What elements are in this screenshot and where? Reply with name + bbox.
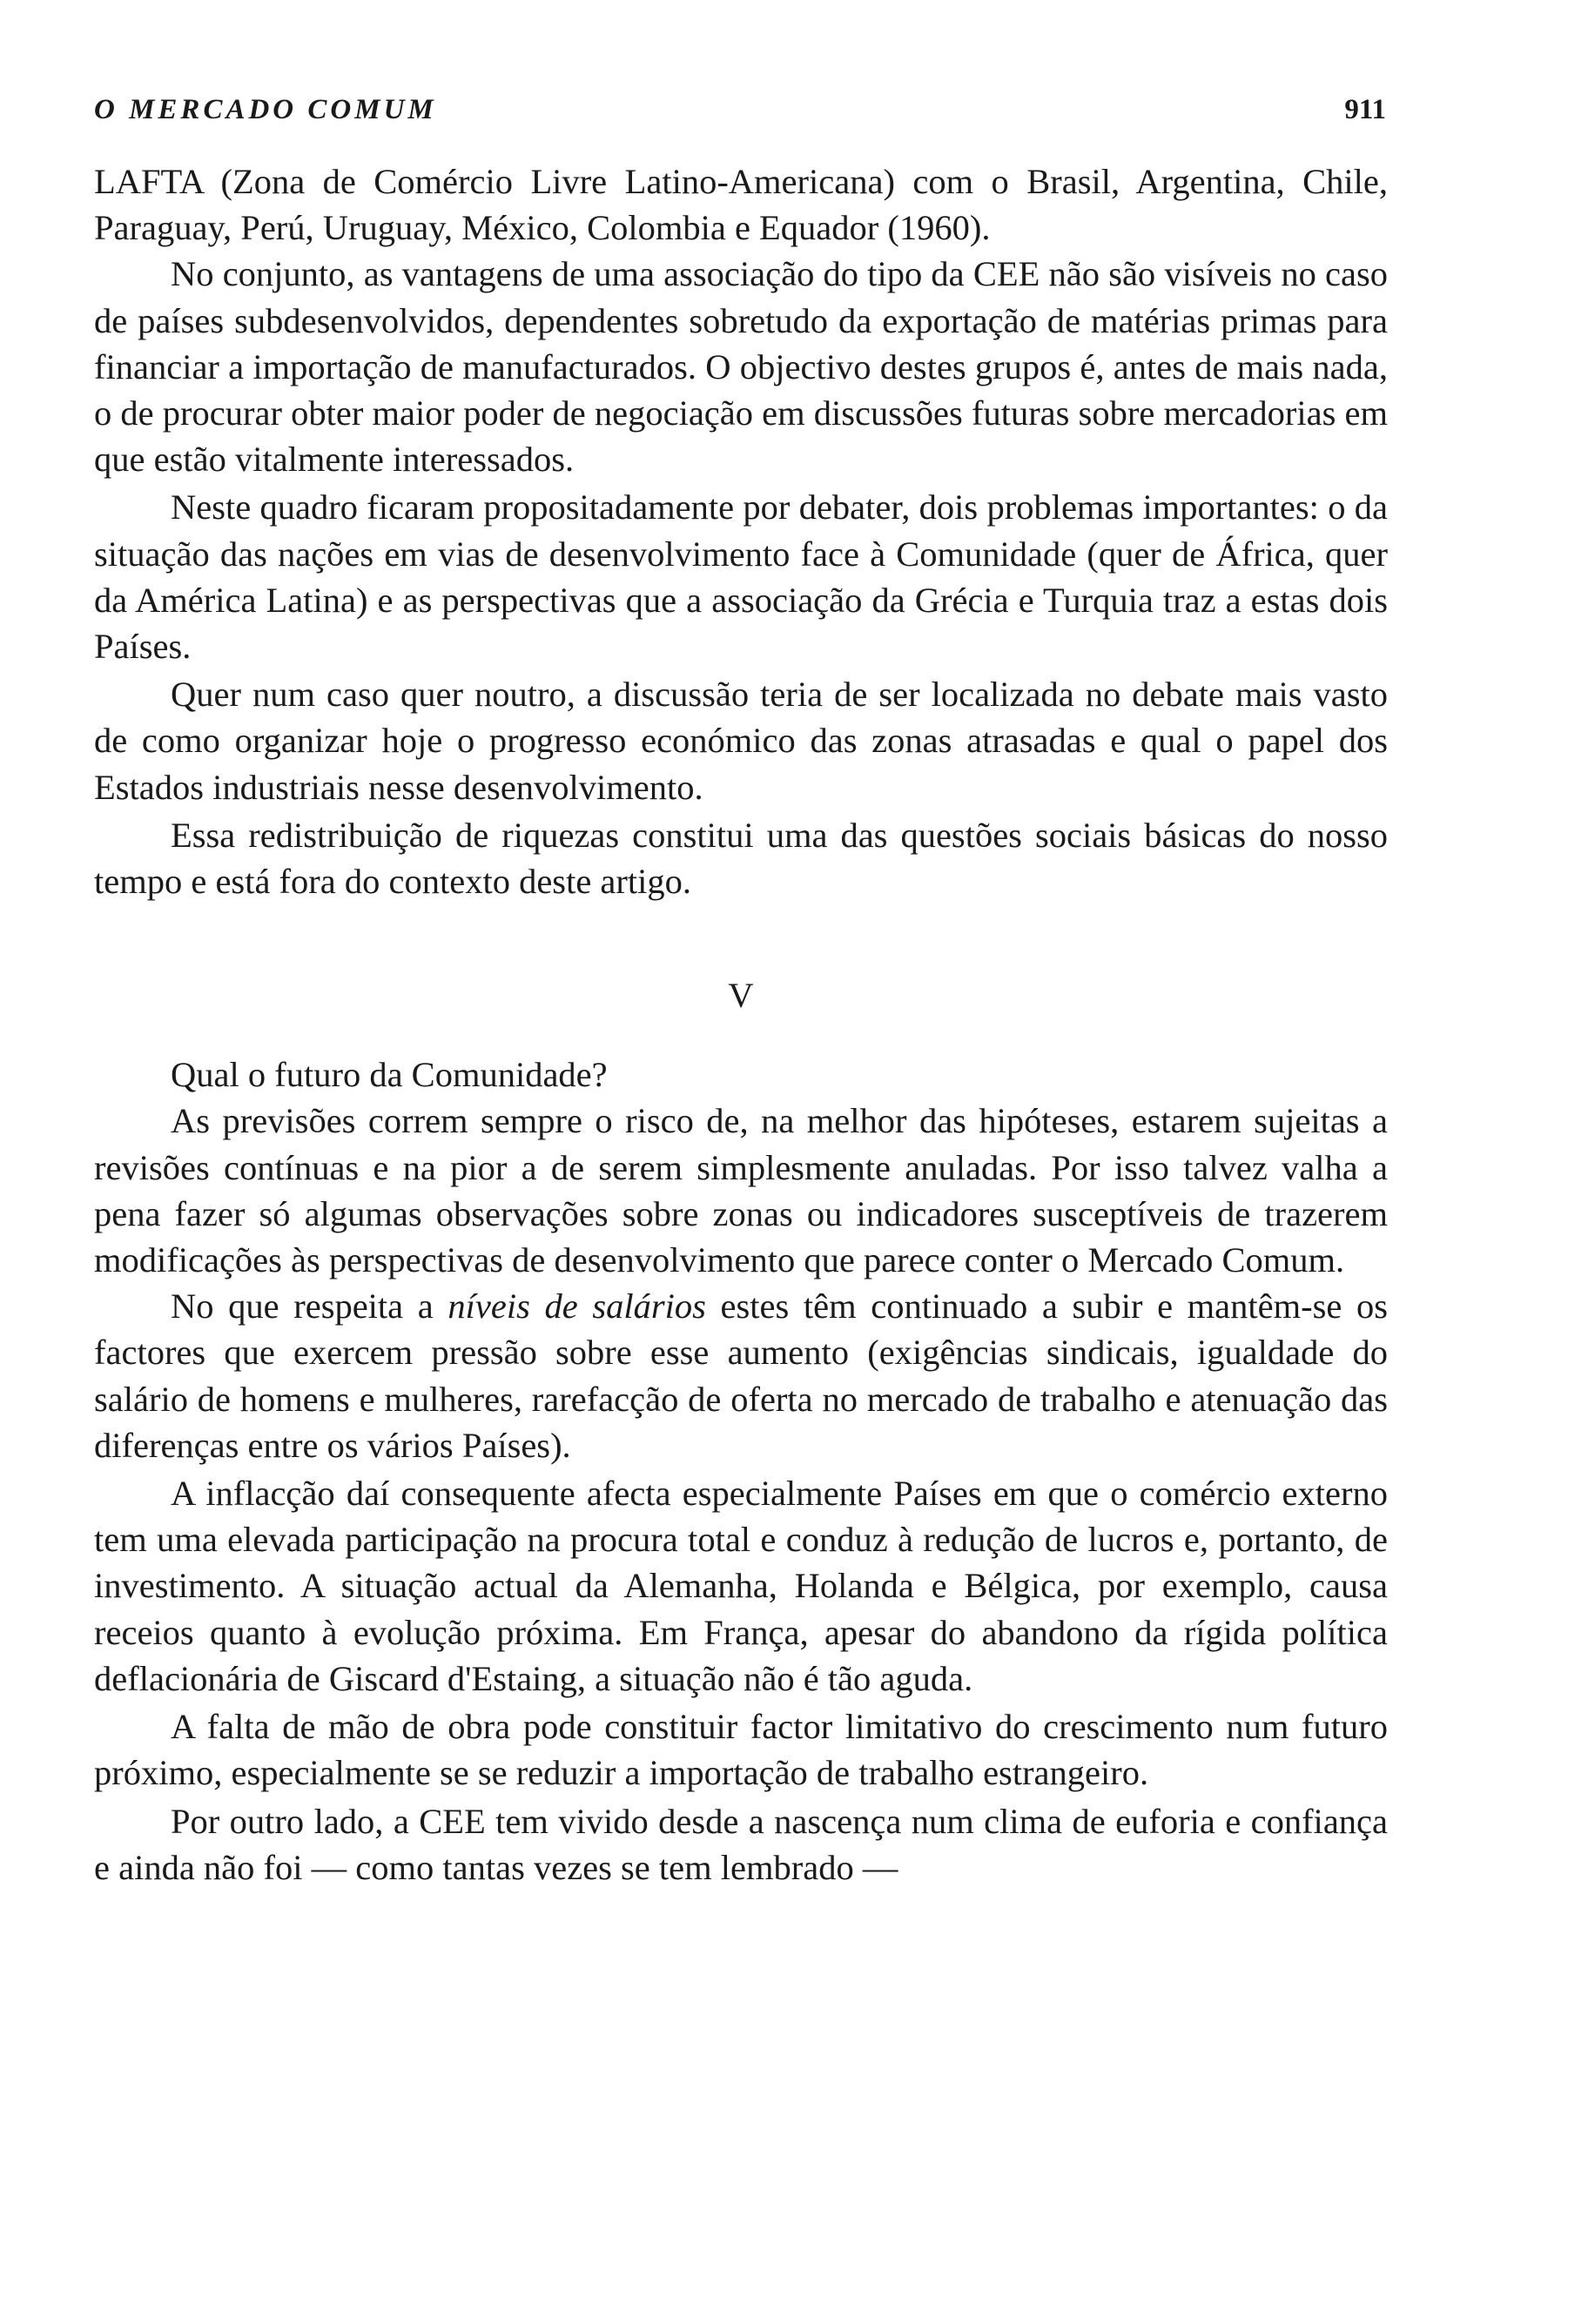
- paragraph-text: No que respeita a: [171, 1286, 448, 1327]
- paragraph: Por outro lado, a CEE tem vivido desde a nascença num clima de euforia e confiança e ainda não foi — como tantas vezes se tem lembrado —: [94, 1801, 1388, 1887]
- section-question: Qual o futuro da Comunidade?: [171, 1055, 608, 1095]
- section-heading: V: [728, 976, 754, 1016]
- body-text: [94, 158, 1388, 1891]
- paragraph: A falta de mão de obra pode constituir factor limitativo do crescimento num futuro próximo, especialmente se se reduzir a importação de trabalho estrangeiro.: [94, 1707, 1388, 1793]
- paragraph: No conjunto, as vantagens de uma associação do tipo da CEE não são visíveis no caso de países subdesenvolvidos, dependentes sobretudo da exportação de matérias primas para financiar a importação de manufacturados. O objectivo destes grupos é, antes de mais nada, o de procurar obter maior poder de negociação em discussões futuras sobre mercadorias em que estão vitalmente interessados.: [94, 254, 1388, 480]
- paragraph: Neste quadro ficaram propositadamente por debater, dois problemas importantes: o da situação das nações em vias de desenvolvimento face à Comunidade (quer de África, quer da América Latina) e as perspectivas que a associação da Grécia e Turquia traz a estas dois Países.: [94, 487, 1388, 667]
- paragraph: Essa redistribuição de riquezas constitui uma das questões sociais básicas do nosso tempo e está fora do contexto deste artigo.: [94, 815, 1388, 902]
- paragraph-text: estes têm continuado a subir e mantêm-se os factores que exercem pressão sobre esse aumento (exigências sindicais, igualdade do salário de homens e mulheres, rarefacção de oferta no mercado de trabalho e atenuação das diferenças entre os vários Países).: [94, 1286, 1388, 1465]
- running-title: O MERCADO COMUM: [94, 94, 437, 125]
- paragraph-salaries: [94, 1283, 1388, 1468]
- paragraph: Quer num caso quer noutro, a discussão teria de ser localizada no debate mais vasto de como organizar hoje o progresso económico das zonas atrasadas e qual o papel dos Estados industriais nesse desenvolvimento.: [94, 675, 1388, 807]
- paragraph-continued: LAFTA (Zona de Comércio Livre Latino-Americana) com o Brasil, Argentina, Chile, Paraguay, Perú, Uruguay, México, Colombia e Equador (1960).: [94, 162, 1388, 248]
- page-number: 911: [1344, 94, 1386, 125]
- paragraph: A inflacção daí consequente afecta especialmente Países em que o comércio externo tem uma elevada participação na procura total e conduz à redução de lucros e, portanto, de investimento. A situação actual da Alemanha, Holanda e Bélgica, por exemplo, causa receios quanto à evolução próxima. Em França, apesar do abandono da rígida política deflacionária de Giscard d'Estaing, a situação não é tão aguda.: [94, 1474, 1388, 1698]
- paragraph: As previsões correm sempre o risco de, na melhor das hipóteses, estarem sujeitas a revisões contínuas e na pior a de serem simplesmente anuladas. Por isso talvez valha a pena fazer só algumas observações sobre zonas ou indicadores susceptíveis de trazerem modificações às perspectivas de desenvolvimento que parece conter o Mercado Comum.: [94, 1101, 1388, 1280]
- running-header: [94, 94, 1388, 146]
- document-page: [94, 94, 1388, 1891]
- emphasized-term: níveis de salários: [447, 1286, 706, 1327]
